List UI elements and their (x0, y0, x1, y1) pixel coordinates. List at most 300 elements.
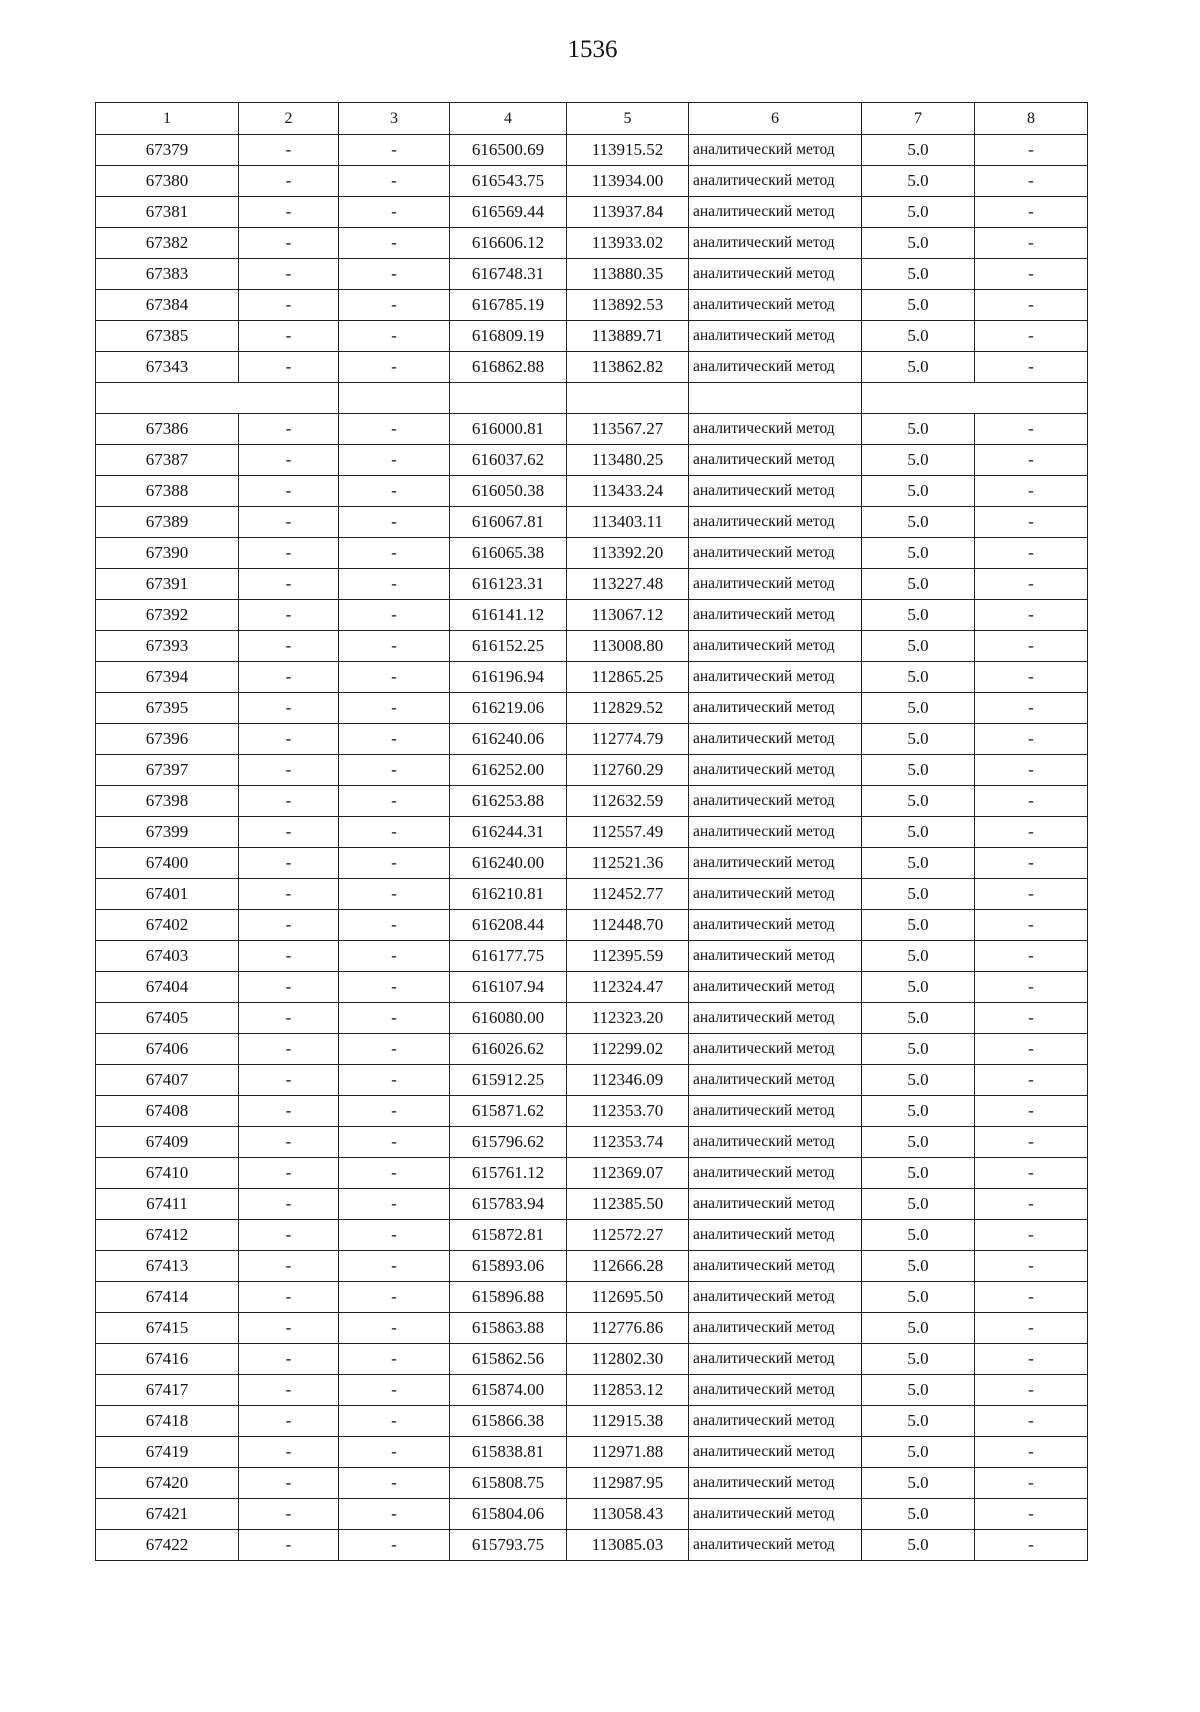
table-cell-col-1: 67403 (96, 941, 239, 972)
table-cell-col-6: аналитический метод (689, 631, 862, 662)
table-cell-col-4: 616080.00 (450, 1003, 567, 1034)
table-row (96, 786, 1088, 817)
table-cell-col-2: - (239, 166, 339, 197)
table-cell-col-1: 67404 (96, 972, 239, 1003)
table-cell-col-2: - (239, 848, 339, 879)
table-cell-col-6: аналитический метод (689, 817, 862, 848)
table-cell-col-2: - (239, 1530, 339, 1561)
table-cell-col-4: 615761.12 (450, 1158, 567, 1189)
table-cell-col-6: аналитический метод (689, 848, 862, 879)
table-row (96, 724, 1088, 755)
table-cell-col-4: 616050.38 (450, 476, 567, 507)
table-cell-col-5: 113433.24 (567, 476, 689, 507)
table-cell-col-7: 5.0 (862, 848, 975, 879)
table-cell-col-7: 5.0 (862, 1096, 975, 1127)
column-header-5: 5 (567, 103, 689, 135)
table-cell-col-6: аналитический метод (689, 538, 862, 569)
table-cell-col-1: 67421 (96, 1499, 239, 1530)
table-cell-col-1: 67399 (96, 817, 239, 848)
table-cell-col-5: 112448.70 (567, 910, 689, 941)
table-cell-col-7: 5.0 (862, 507, 975, 538)
table-cell-col-5: 112353.70 (567, 1096, 689, 1127)
table-cell-col-5: 113085.03 (567, 1530, 689, 1561)
table-cell-col-6: аналитический метод (689, 972, 862, 1003)
table-cell-col-5: 112557.49 (567, 817, 689, 848)
table-row (96, 476, 1088, 507)
table-cell-col-6: аналитический метод (689, 1530, 862, 1561)
table-cell-col-4: 616500.69 (450, 135, 567, 166)
table-cell-col-1: 67396 (96, 724, 239, 755)
table-cell-col-3: - (339, 662, 450, 693)
table-cell-col-4: 615804.06 (450, 1499, 567, 1530)
table-row (96, 445, 1088, 476)
table-cell-col-5: 113008.80 (567, 631, 689, 662)
group-separator-row (96, 383, 1088, 414)
table-row (96, 1096, 1088, 1127)
table-row (96, 1437, 1088, 1468)
table-cell-col-8: - (975, 1189, 1088, 1220)
column-header-7: 7 (862, 103, 975, 135)
table-cell-col-3: - (339, 1344, 450, 1375)
table-cell-col-8: - (975, 1375, 1088, 1406)
table-cell-col-6: аналитический метод (689, 755, 862, 786)
table-cell-col-7: 5.0 (862, 1499, 975, 1530)
table-cell-col-2: - (239, 755, 339, 786)
table-cell-col-6: аналитический метод (689, 166, 862, 197)
table-cell-col-1: 67409 (96, 1127, 239, 1158)
table-row (96, 1530, 1088, 1561)
table-cell-col-3: - (339, 693, 450, 724)
table-cell-col-4: 616107.94 (450, 972, 567, 1003)
table-cell-col-6: аналитический метод (689, 662, 862, 693)
table-cell-col-7: 5.0 (862, 1065, 975, 1096)
table-cell-col-4: 615862.56 (450, 1344, 567, 1375)
table-cell-col-5: 112666.28 (567, 1251, 689, 1282)
table-cell-col-7: 5.0 (862, 1530, 975, 1561)
table-cell-col-4: 616240.06 (450, 724, 567, 755)
table-cell-col-1: 67419 (96, 1437, 239, 1468)
table-cell-col-4: 616244.31 (450, 817, 567, 848)
table-cell-col-7: 5.0 (862, 135, 975, 166)
table-cell-col-1: 67400 (96, 848, 239, 879)
table-cell-col-6: аналитический метод (689, 352, 862, 383)
table-cell-col-3: - (339, 476, 450, 507)
table-cell-col-5: 112385.50 (567, 1189, 689, 1220)
table-cell-col-3: - (339, 1406, 450, 1437)
table-cell-col-2: - (239, 724, 339, 755)
table-cell-col-8: - (975, 1158, 1088, 1189)
table-cell-col-7: 5.0 (862, 1437, 975, 1468)
table-cell-col-7: 5.0 (862, 972, 975, 1003)
table-cell-col-4: 616177.75 (450, 941, 567, 972)
table-cell-col-5: 112572.27 (567, 1220, 689, 1251)
table-cell-col-3: - (339, 352, 450, 383)
table-cell-col-3: - (339, 848, 450, 879)
separator-cell (96, 383, 239, 414)
separator-cell (239, 383, 339, 414)
table-cell-col-3: - (339, 1375, 450, 1406)
table-cell-col-6: аналитический метод (689, 1282, 862, 1313)
column-header-6: 6 (689, 103, 862, 135)
table-cell-col-3: - (339, 1313, 450, 1344)
table-cell-col-6: аналитический метод (689, 1158, 862, 1189)
table-cell-col-6: аналитический метод (689, 1344, 862, 1375)
table-cell-col-5: 113480.25 (567, 445, 689, 476)
table-cell-col-4: 615863.88 (450, 1313, 567, 1344)
table-cell-col-4: 616026.62 (450, 1034, 567, 1065)
table-cell-col-1: 67398 (96, 786, 239, 817)
table-cell-col-2: - (239, 941, 339, 972)
table-cell-col-8: - (975, 972, 1088, 1003)
table-cell-col-3: - (339, 1530, 450, 1561)
table-cell-col-5: 113937.84 (567, 197, 689, 228)
table-cell-col-8: - (975, 724, 1088, 755)
table-cell-col-1: 67402 (96, 910, 239, 941)
table-cell-col-8: - (975, 1003, 1088, 1034)
table-cell-col-2: - (239, 1499, 339, 1530)
table-cell-col-4: 616152.25 (450, 631, 567, 662)
table-cell-col-1: 67390 (96, 538, 239, 569)
table-cell-col-7: 5.0 (862, 1189, 975, 1220)
table-cell-col-1: 67384 (96, 290, 239, 321)
table-cell-col-7: 5.0 (862, 414, 975, 445)
column-header-3: 3 (339, 103, 450, 135)
table-cell-col-7: 5.0 (862, 445, 975, 476)
table-cell-col-3: - (339, 1003, 450, 1034)
table-cell-col-2: - (239, 1127, 339, 1158)
table-row (96, 1344, 1088, 1375)
table-cell-col-3: - (339, 1468, 450, 1499)
table-cell-col-8: - (975, 414, 1088, 445)
table-cell-col-1: 67422 (96, 1530, 239, 1561)
table-cell-col-4: 616208.44 (450, 910, 567, 941)
table-cell-col-5: 113058.43 (567, 1499, 689, 1530)
table-cell-col-3: - (339, 631, 450, 662)
table-cell-col-5: 113934.00 (567, 166, 689, 197)
table-cell-col-7: 5.0 (862, 1034, 975, 1065)
table-cell-col-3: - (339, 445, 450, 476)
table-cell-col-5: 112760.29 (567, 755, 689, 786)
table-row (96, 1034, 1088, 1065)
table-cell-col-8: - (975, 538, 1088, 569)
table-cell-col-6: аналитический метод (689, 507, 862, 538)
table-cell-col-7: 5.0 (862, 228, 975, 259)
table-cell-col-1: 67410 (96, 1158, 239, 1189)
table-row (96, 1406, 1088, 1437)
table-cell-col-6: аналитический метод (689, 1251, 862, 1282)
table-row (96, 972, 1088, 1003)
table-cell-col-5: 112776.86 (567, 1313, 689, 1344)
table-cell-col-3: - (339, 1251, 450, 1282)
table-row (96, 693, 1088, 724)
header-row (96, 103, 1088, 135)
table-row (96, 879, 1088, 910)
table-cell-col-1: 67407 (96, 1065, 239, 1096)
table-cell-col-2: - (239, 1375, 339, 1406)
table-cell-col-1: 67387 (96, 445, 239, 476)
table-cell-col-3: - (339, 1437, 450, 1468)
table-cell-col-8: - (975, 1065, 1088, 1096)
table-cell-col-3: - (339, 414, 450, 445)
table-cell-col-4: 616606.12 (450, 228, 567, 259)
table-row (96, 1189, 1088, 1220)
table-cell-col-6: аналитический метод (689, 786, 862, 817)
table-cell-col-7: 5.0 (862, 197, 975, 228)
table-cell-col-4: 616543.75 (450, 166, 567, 197)
table-cell-col-2: - (239, 538, 339, 569)
table-cell-col-5: 113227.48 (567, 569, 689, 600)
table-cell-col-8: - (975, 290, 1088, 321)
table-cell-col-5: 112346.09 (567, 1065, 689, 1096)
column-header-1: 1 (96, 103, 239, 135)
table-cell-col-6: аналитический метод (689, 724, 862, 755)
table-cell-col-2: - (239, 1406, 339, 1437)
table-cell-col-1: 67394 (96, 662, 239, 693)
table-cell-col-3: - (339, 1065, 450, 1096)
table-cell-col-7: 5.0 (862, 1406, 975, 1437)
table-cell-col-8: - (975, 1499, 1088, 1530)
table-cell-col-7: 5.0 (862, 1375, 975, 1406)
table-cell-col-2: - (239, 507, 339, 538)
table-cell-col-2: - (239, 1344, 339, 1375)
table-cell-col-6: аналитический метод (689, 879, 862, 910)
table-row (96, 228, 1088, 259)
table-cell-col-3: - (339, 817, 450, 848)
column-header-8: 8 (975, 103, 1088, 135)
table-cell-col-7: 5.0 (862, 538, 975, 569)
table-cell-col-3: - (339, 1034, 450, 1065)
table-cell-col-2: - (239, 1096, 339, 1127)
table-cell-col-4: 615783.94 (450, 1189, 567, 1220)
table-cell-col-3: - (339, 1127, 450, 1158)
table-cell-col-2: - (239, 662, 339, 693)
table-cell-col-2: - (239, 321, 339, 352)
table-cell-col-6: аналитический метод (689, 321, 862, 352)
table-cell-col-3: - (339, 228, 450, 259)
table-cell-col-6: аналитический метод (689, 1406, 862, 1437)
table-cell-col-1: 67381 (96, 197, 239, 228)
table-cell-col-6: аналитический метод (689, 941, 862, 972)
table-row (96, 1282, 1088, 1313)
table-cell-col-3: - (339, 166, 450, 197)
table-cell-col-2: - (239, 1313, 339, 1344)
table-cell-col-8: - (975, 817, 1088, 848)
table-cell-col-7: 5.0 (862, 786, 975, 817)
table-cell-col-4: 615871.62 (450, 1096, 567, 1127)
table-cell-col-6: аналитический метод (689, 290, 862, 321)
table-cell-col-2: - (239, 693, 339, 724)
table-cell-col-1: 67406 (96, 1034, 239, 1065)
table-cell-col-1: 67405 (96, 1003, 239, 1034)
table-cell-col-6: аналитический метод (689, 445, 862, 476)
table-cell-col-3: - (339, 972, 450, 1003)
table-row (96, 1499, 1088, 1530)
table-cell-col-2: - (239, 445, 339, 476)
table-cell-col-1: 67391 (96, 569, 239, 600)
table-cell-col-3: - (339, 197, 450, 228)
table-cell-col-4: 616809.19 (450, 321, 567, 352)
table-cell-col-6: аналитический метод (689, 910, 862, 941)
table-cell-col-8: - (975, 352, 1088, 383)
table-cell-col-8: - (975, 1313, 1088, 1344)
table-cell-col-7: 5.0 (862, 290, 975, 321)
table-cell-col-1: 67420 (96, 1468, 239, 1499)
table-cell-col-1: 67380 (96, 166, 239, 197)
table-cell-col-2: - (239, 1220, 339, 1251)
table-cell-col-5: 112853.12 (567, 1375, 689, 1406)
table-cell-col-7: 5.0 (862, 1251, 975, 1282)
table-cell-col-7: 5.0 (862, 569, 975, 600)
table-cell-col-4: 616569.44 (450, 197, 567, 228)
table-cell-col-5: 112632.59 (567, 786, 689, 817)
table-cell-col-8: - (975, 445, 1088, 476)
table-cell-col-2: - (239, 786, 339, 817)
table-cell-col-7: 5.0 (862, 1127, 975, 1158)
table-cell-col-4: 616219.06 (450, 693, 567, 724)
table-cell-col-1: 67408 (96, 1096, 239, 1127)
table-cell-col-7: 5.0 (862, 817, 975, 848)
table-cell-col-5: 113889.71 (567, 321, 689, 352)
table-cell-col-2: - (239, 1065, 339, 1096)
separator-cell (450, 383, 567, 414)
table-cell-col-3: - (339, 1499, 450, 1530)
table-cell-col-6: аналитический метод (689, 1313, 862, 1344)
table-cell-col-8: - (975, 662, 1088, 693)
table-cell-col-2: - (239, 135, 339, 166)
table-cell-col-4: 616067.81 (450, 507, 567, 538)
table-cell-col-1: 67417 (96, 1375, 239, 1406)
table-cell-col-7: 5.0 (862, 1158, 975, 1189)
table-cell-col-3: - (339, 321, 450, 352)
table-cell-col-7: 5.0 (862, 600, 975, 631)
table-cell-col-1: 67413 (96, 1251, 239, 1282)
table-cell-col-1: 67418 (96, 1406, 239, 1437)
table-cell-col-6: аналитический метод (689, 228, 862, 259)
table-cell-col-1: 67397 (96, 755, 239, 786)
table-cell-col-2: - (239, 569, 339, 600)
table-cell-col-4: 616785.19 (450, 290, 567, 321)
table-row (96, 321, 1088, 352)
table-cell-col-6: аналитический метод (689, 569, 862, 600)
table-cell-col-4: 616748.31 (450, 259, 567, 290)
table-cell-col-8: - (975, 941, 1088, 972)
table-cell-col-5: 112521.36 (567, 848, 689, 879)
table-cell-col-6: аналитический метод (689, 1468, 862, 1499)
table-cell-col-8: - (975, 166, 1088, 197)
table-cell-col-2: - (239, 879, 339, 910)
table-cell-col-2: - (239, 414, 339, 445)
table-cell-col-2: - (239, 290, 339, 321)
table-cell-col-8: - (975, 569, 1088, 600)
table-cell-col-3: - (339, 879, 450, 910)
column-header-2: 2 (239, 103, 339, 135)
table-row (96, 600, 1088, 631)
table-cell-col-2: - (239, 476, 339, 507)
separator-cell (975, 383, 1088, 414)
table-cell-col-4: 615838.81 (450, 1437, 567, 1468)
table-cell-col-2: - (239, 228, 339, 259)
table-cell-col-7: 5.0 (862, 1220, 975, 1251)
table-cell-col-7: 5.0 (862, 1468, 975, 1499)
table-cell-col-3: - (339, 290, 450, 321)
table-cell-col-8: - (975, 476, 1088, 507)
table-row (96, 1313, 1088, 1344)
table-cell-col-8: - (975, 693, 1088, 724)
table-cell-col-4: 616196.94 (450, 662, 567, 693)
table-cell-col-1: 67411 (96, 1189, 239, 1220)
table-row (96, 662, 1088, 693)
table-cell-col-7: 5.0 (862, 755, 975, 786)
table-cell-col-6: аналитический метод (689, 1220, 862, 1251)
coordinates-table (95, 102, 1088, 1561)
table-cell-col-1: 67385 (96, 321, 239, 352)
table-cell-col-6: аналитический метод (689, 197, 862, 228)
table-cell-col-6: аналитический метод (689, 1096, 862, 1127)
table-cell-col-6: аналитический метод (689, 1003, 862, 1034)
table-row (96, 1065, 1088, 1096)
table-cell-col-4: 615896.88 (450, 1282, 567, 1313)
table-cell-col-5: 112971.88 (567, 1437, 689, 1468)
table-cell-col-6: аналитический метод (689, 1034, 862, 1065)
table-cell-col-8: - (975, 1220, 1088, 1251)
table-cell-col-5: 112987.95 (567, 1468, 689, 1499)
table-cell-col-5: 112299.02 (567, 1034, 689, 1065)
table-cell-col-4: 615796.62 (450, 1127, 567, 1158)
table-cell-col-4: 615912.25 (450, 1065, 567, 1096)
table-cell-col-5: 112353.74 (567, 1127, 689, 1158)
table-cell-col-3: - (339, 135, 450, 166)
table-cell-col-2: - (239, 600, 339, 631)
table-cell-col-6: аналитический метод (689, 259, 862, 290)
table-row (96, 1251, 1088, 1282)
table-cell-col-7: 5.0 (862, 693, 975, 724)
table-cell-col-5: 112323.20 (567, 1003, 689, 1034)
table-cell-col-1: 67379 (96, 135, 239, 166)
page-number: 1536 (567, 36, 618, 63)
table-cell-col-8: - (975, 755, 1088, 786)
table-cell-col-1: 67383 (96, 259, 239, 290)
table-cell-col-7: 5.0 (862, 662, 975, 693)
table-row (96, 941, 1088, 972)
table-cell-col-4: 615808.75 (450, 1468, 567, 1499)
table-cell-col-8: - (975, 1406, 1088, 1437)
column-header-4: 4 (450, 103, 567, 135)
table-cell-col-1: 67386 (96, 414, 239, 445)
table-cell-col-8: - (975, 135, 1088, 166)
table-cell-col-4: 616141.12 (450, 600, 567, 631)
table-row (96, 848, 1088, 879)
table-cell-col-5: 113403.11 (567, 507, 689, 538)
table-cell-col-8: - (975, 321, 1088, 352)
table-cell-col-3: - (339, 1158, 450, 1189)
table-cell-col-2: - (239, 817, 339, 848)
table-cell-col-7: 5.0 (862, 1344, 975, 1375)
separator-cell (862, 383, 975, 414)
table-cell-col-5: 112324.47 (567, 972, 689, 1003)
table-cell-col-7: 5.0 (862, 352, 975, 383)
table-cell-col-8: - (975, 848, 1088, 879)
table-cell-col-8: - (975, 1530, 1088, 1561)
table-row (96, 755, 1088, 786)
table-cell-col-5: 113880.35 (567, 259, 689, 290)
table-cell-col-4: 615893.06 (450, 1251, 567, 1282)
table-cell-col-5: 112369.07 (567, 1158, 689, 1189)
table-cell-col-6: аналитический метод (689, 414, 862, 445)
table-cell-col-7: 5.0 (862, 259, 975, 290)
table-cell-col-7: 5.0 (862, 910, 975, 941)
table-row (96, 135, 1088, 166)
table-cell-col-8: - (975, 1468, 1088, 1499)
